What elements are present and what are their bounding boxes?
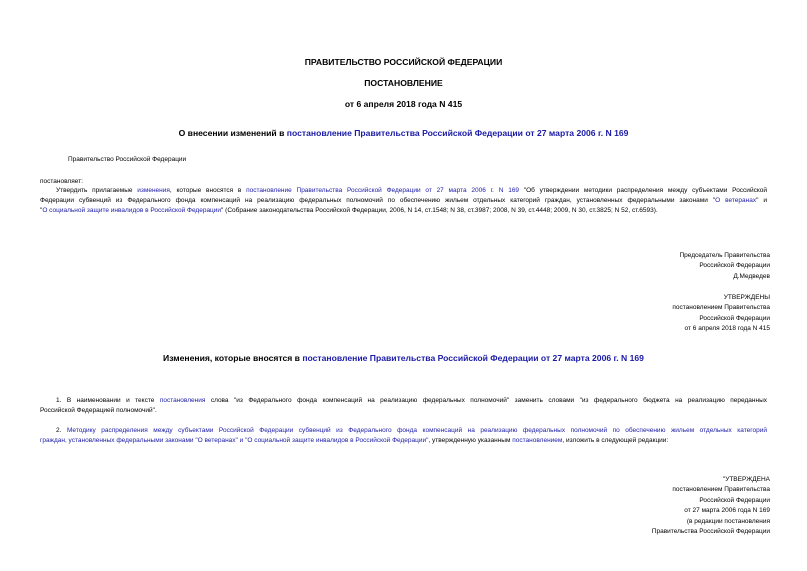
changes-heading: Изменения, которые вносятся в постановление Правительства Российской Федерации от 27 марта 2006 г. N 169 xyxy=(163,353,644,363)
item-2-line: граждан, установленных федеральными законами "О ветеранах" и "О социальной защите инвалидов в Российской Федерации", утвержденную указанным постановлением, изложить в следующей редакции: xyxy=(40,437,669,444)
intro-resolves: постановляет: xyxy=(40,178,83,185)
paragraph-1-line: "О социальной защите инвалидов в Российской Федерации" (Собрание законодательства Российской Федерации, 2006, N 14, ст.1548; N 38, ст.3987; 2008, N 39, ст.4448; 2009, N 30, ст.3825; N 52, ст.6593). xyxy=(40,207,658,214)
disabled-protection-law-link[interactable]: О социальной защите инвалидов в Российской Федерации xyxy=(42,207,222,214)
signature-block: Председатель Правительства Российской Федерации Д.Медведев xyxy=(679,252,770,280)
document-date: от 6 апреля 2018 года N 415 xyxy=(344,99,463,109)
approved-block: УТВЕРЖДЕНЫ постановлением Правительства Российской Федерации от 6 апреля 2018 года N 415 xyxy=(672,294,770,333)
item-1-line: Российской Федерацией полномочий". xyxy=(40,407,157,414)
title-link[interactable]: постановление Правительства Российской Федерации от 27 марта 2006 г. N 169 xyxy=(286,128,629,138)
methodology-link-cont[interactable]: граждан, установленных федеральными законами "О ветеранах" и "О социальной защите инвалидов в Российской Федерации" xyxy=(40,437,429,444)
resolution-169-link[interactable]: постановление Правительства Российской Федерации от 27 марта 2006 г. N 169 xyxy=(246,187,520,194)
item-2-line: 2. Методику распределения между субъектами Российской Федерации субвенций из Федерального фонда компенсаций на реализацию федеральных полномочий по обеспечению жильем отдельных категорий xyxy=(56,427,768,434)
paragraph-1 xyxy=(40,186,767,216)
item-1-line: 1. В наименовании и тексте постановления слова "из Федерального фонда компенсаций на реализацию федеральных полномочий" заменить словами "из федерального бюджета на реализацию переданных xyxy=(56,397,768,404)
title-prefix: О внесении изменений в xyxy=(178,128,287,138)
intro-government: Правительство Российской Федерации xyxy=(68,156,187,163)
changes-link[interactable]: изменения xyxy=(137,187,170,194)
veterans-law-link[interactable]: О ветеранах xyxy=(715,197,757,204)
resolution-ref-link[interactable]: постановлением xyxy=(512,437,563,444)
document-type: ПОСТАНОВЛЕНИЕ xyxy=(364,78,443,88)
item-1 xyxy=(40,396,767,416)
methodology-link[interactable]: Методику распределения между субъектами Российской Федерации субвенций из Федерального фонда компенсаций на реализацию федеральных полномочий по обеспечению жильем отдельных категорий xyxy=(66,427,768,434)
item-2 xyxy=(40,426,767,446)
paragraph-1-line: Утвердить прилагаемые изменения, которые вносятся в постановление Правительства Российской Федерации от 27 марта 2006 г. N 169 "Об утверждении методики распределения между субъектами Российской xyxy=(56,187,767,194)
resolution-link[interactable]: постановления xyxy=(159,397,206,404)
approved-2-block: "УТВЕРЖДЕНА постановлением Правительства Российской Федерации от 27 марта 2006 года N 169 (в редакции постановления Правительства Российской Федерации xyxy=(651,476,770,536)
changes-heading-link[interactable]: постановление Правительства Российской Федерации от 27 марта 2006 г. N 169 xyxy=(302,353,644,363)
document-title xyxy=(0,128,807,138)
paragraph-1-line: Федерации субвенций из Федерального фонда компенсаций на реализацию федеральных полномочий по обеспечению жильем отдельных категорий граждан, установленных федеральными законами "О ветеранах" и xyxy=(40,197,767,204)
government-heading: ПРАВИТЕЛЬСТВО РОССИЙСКОЙ ФЕДЕРАЦИИ xyxy=(304,57,503,67)
